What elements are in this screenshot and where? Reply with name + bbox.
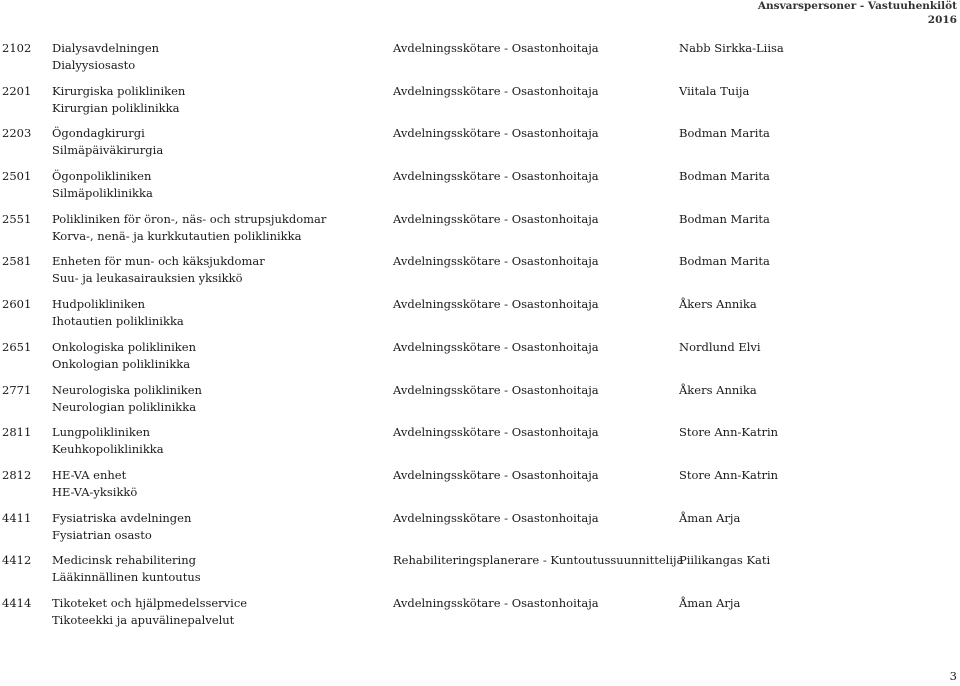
unit-name-finnish: Onkologian poliklinikka [52, 356, 191, 371]
list-row [0, 467, 960, 510]
list-row [0, 424, 960, 467]
role-title: Avdelningsskötare - Osastonhoitaja [393, 297, 599, 312]
list-row [0, 83, 960, 126]
unit-name-finnish: Silmäpoliklinikka [52, 186, 153, 201]
list-row [0, 211, 960, 254]
unit-code: 2771 [2, 382, 32, 397]
unit-name-finnish: Keuhkopoliklinikka [52, 442, 164, 457]
unit-name-swedish: Ögonpolikliniken [52, 169, 152, 184]
role-title: Avdelningsskötare - Osastonhoitaja [393, 595, 599, 610]
role-title: Rehabiliteringsplanerare - Kuntoutussuunnittelija [393, 553, 684, 568]
unit-code: 2812 [2, 467, 32, 482]
unit-name-swedish: Hudpolikliniken [52, 297, 146, 312]
list-row [0, 339, 960, 382]
unit-name-finnish: Tikoteekki ja apuvälinepalvelut [52, 612, 235, 627]
unit-name-swedish: Neurologiska polikliniken [52, 382, 202, 397]
list-row [0, 510, 960, 553]
role-title: Avdelningsskötare - Osastonhoitaja [393, 126, 599, 141]
person-name: Viitala Tuija [679, 83, 750, 98]
unit-name-swedish: Medicinsk rehabilitering [52, 553, 197, 568]
header-year: 2016 [927, 13, 957, 26]
role-title: Avdelningsskötare - Osastonhoitaja [393, 41, 599, 55]
unit-name-swedish: Kirurgiska polikliniken [52, 83, 186, 98]
unit-code: 2102 [2, 41, 32, 55]
person-name: Store Ann-Katrin [679, 467, 779, 482]
role-title: Avdelningsskötare - Osastonhoitaja [393, 382, 599, 397]
unit-name-swedish: Dialysavdelningen [52, 41, 160, 55]
unit-code: 2811 [2, 425, 32, 440]
role-title: Avdelningsskötare - Osastonhoitaja [393, 510, 599, 525]
unit-code: 2581 [2, 254, 32, 269]
unit-name-finnish: Dialyysiosasto [52, 58, 136, 72]
unit-name-swedish: Polikliniken för öron-, näs- och strupsjukdomar [52, 211, 327, 226]
role-title: Avdelningsskötare - Osastonhoitaja [393, 169, 599, 184]
unit-name-swedish: Ögondagkirurgi [52, 126, 145, 141]
person-name: Bodman Marita [679, 169, 770, 184]
header-title: Ansvarspersoner - Vastuuhenkilöt [757, 0, 957, 12]
unit-code: 4411 [2, 510, 32, 525]
role-title: Avdelningsskötare - Osastonhoitaja [393, 211, 599, 226]
person-name: Bodman Marita [679, 211, 770, 226]
person-name: Store Ann-Katrin [679, 425, 779, 440]
role-title: Avdelningsskötare - Osastonhoitaja [393, 254, 599, 269]
list-row [0, 253, 960, 296]
list-row [0, 296, 960, 339]
role-title: Avdelningsskötare - Osastonhoitaja [393, 467, 599, 482]
unit-name-finnish: Silmäpäiväkirurgia [52, 143, 164, 158]
person-name: Åman Arja [679, 595, 741, 610]
person-name: Åkers Annika [679, 297, 757, 312]
unit-name-finnish: Kirurgian poliklinikka [52, 100, 180, 115]
unit-name-swedish: Lungpolikliniken [52, 425, 151, 440]
unit-code: 4412 [2, 553, 32, 568]
unit-name-finnish: Suu- ja leukasairauksien yksikkö [52, 271, 243, 286]
person-name: Åman Arja [679, 510, 741, 525]
page-number: 3 [949, 669, 957, 683]
list-row [0, 552, 960, 595]
unit-name-swedish: Onkologiska polikliniken [52, 339, 196, 354]
list-row [0, 40, 960, 83]
person-name: Bodman Marita [679, 126, 770, 141]
page-header [758, 0, 957, 27]
role-title: Avdelningsskötare - Osastonhoitaja [393, 425, 599, 440]
unit-name-finnish: Neurologian poliklinikka [52, 399, 197, 414]
person-name: Piilikangas Kati [679, 553, 771, 568]
list-row [0, 168, 960, 211]
unit-code: 2601 [2, 297, 32, 312]
unit-name-swedish: Tikoteket och hjälpmedelsservice [52, 595, 248, 610]
unit-name-swedish: Enheten för mun- och käksjukdomar [52, 254, 265, 269]
unit-name-finnish: Korva-, nenä- ja kurkkutautien poliklinikka [52, 228, 302, 243]
unit-code: 2651 [2, 339, 32, 354]
role-title: Avdelningsskötare - Osastonhoitaja [393, 339, 599, 354]
unit-code: 2201 [2, 83, 32, 98]
unit-code: 2551 [2, 211, 32, 226]
list-row [0, 382, 960, 425]
responsible-persons-list [0, 40, 960, 638]
list-row [0, 595, 960, 638]
unit-name-finnish: Fysiatrian osasto [52, 527, 152, 542]
list-row [0, 125, 960, 168]
role-title: Avdelningsskötare - Osastonhoitaja [393, 83, 599, 98]
person-name: Nordlund Elvi [679, 339, 761, 354]
person-name: Nabb Sirkka-Liisa [679, 41, 784, 55]
person-name: Åkers Annika [679, 382, 757, 397]
unit-name-finnish: Lääkinnällinen kuntoutus [52, 570, 201, 585]
unit-code: 4414 [2, 595, 32, 610]
unit-code: 2501 [2, 169, 32, 184]
unit-name-swedish: Fysiatriska avdelningen [52, 510, 192, 525]
unit-name-swedish: HE-VA enhet [52, 467, 127, 482]
person-name: Bodman Marita [679, 254, 770, 269]
unit-name-finnish: Ihotautien poliklinikka [52, 314, 184, 329]
unit-code: 2203 [2, 126, 32, 141]
unit-name-finnish: HE-VA-yksikkö [52, 484, 138, 499]
